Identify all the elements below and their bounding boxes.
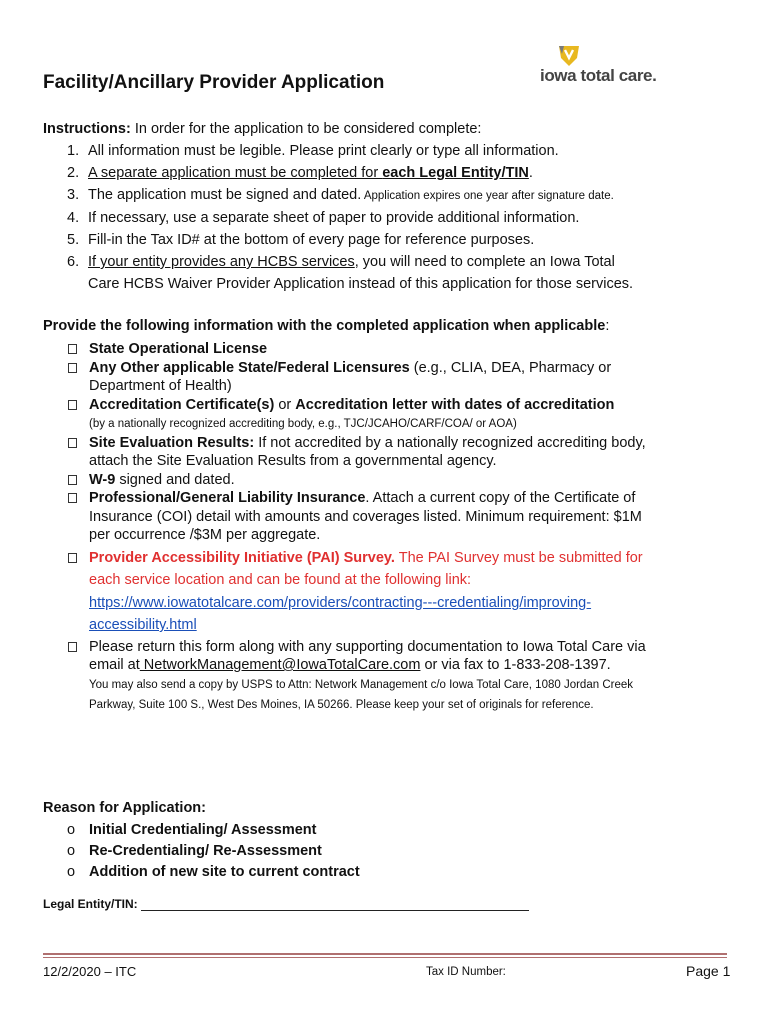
instructions-section: [43, 118, 633, 295]
checklist-item-return-form: Please return this form along with any supporting documentation to Iowa Total Care via email at NetworkManagement@IowaTotalCare.com or via fax to 1-833-208-1397. You may also send a copy by USPS to Attn: Network Management c/o Iowa Total Care, 1080 Jordan Creek Parkway, Suite 100 S., West Des Moines, IA 50266. Please keep your set of originals for reference.: [67, 638, 646, 715]
checkbox[interactable]: [68, 493, 77, 503]
footer-page-number: Page 1: [686, 963, 731, 979]
checklist-item-site-evaluation: Site Evaluation Results: If not accredited by a nationally recognized accrediting body, attach the Site Evaluation Results from a governmental agency.: [67, 434, 646, 471]
checkbox[interactable]: [68, 438, 77, 448]
reason-options: [67, 820, 360, 883]
reason-heading: Reason for Application:: [43, 800, 206, 816]
checkbox[interactable]: [68, 400, 77, 410]
legal-entity-label: Legal Entity/TIN:: [43, 897, 138, 911]
reason-option[interactable]: o Initial Credentialing/ Assessment: [67, 820, 360, 841]
footer-divider: [43, 957, 727, 958]
provide-heading: Provide the following information with the completed application when applicable:: [43, 318, 610, 334]
page-title: Facility/Ancillary Provider Application: [43, 72, 385, 93]
instructions-intro: In order for the application to be considered complete:: [130, 121, 482, 137]
legal-entity-field: [43, 897, 529, 911]
footer-date: 12/2/2020 – ITC: [43, 964, 137, 979]
instruction-item: 4. If necessary, use a separate sheet of paper to provide additional information.: [67, 210, 580, 226]
shield-logo-icon: [556, 44, 582, 68]
bullet-circle-icon: o: [67, 843, 76, 859]
checklist-item-accreditation: Accreditation Certificate(s) or Accreditation letter with dates of accreditation (by a nationally recognized accrediting body, e.g., TJC/JCAHO/CARF/COA/ or AOA): [67, 396, 646, 434]
required-documents-checklist: [67, 340, 646, 715]
checklist-item-w9: W-9 signed and dated.: [67, 471, 646, 490]
instruction-item: 2. A separate application must be completed for each Legal Entity/TIN.: [67, 165, 533, 181]
checklist-item-other-licensures: Any Other applicable State/Federal Licensures (e.g., CLIA, DEA, Pharmacy or Department of Health): [67, 359, 646, 396]
instruction-item: 1. All information must be legible. Please print clearly or type all information.: [67, 143, 559, 159]
logo-wordmark: iowa total care.: [540, 66, 657, 85]
checkbox[interactable]: [68, 363, 77, 373]
instructions-label: Instructions:: [43, 121, 131, 137]
iowa-total-care-logo: [540, 44, 670, 88]
checkbox[interactable]: [68, 475, 77, 485]
footer-tax-id-label: Tax ID Number:: [426, 966, 506, 978]
reason-option[interactable]: o Re-Credentialing/ Re-Assessment: [67, 841, 360, 862]
checklist-item-pai-survey: Provider Accessibility Initiative (PAI) Survey. The PAI Survey must be submitted for each service location and can be found at the following link: https://www.iowatotalcare.com/providers/contracting---credentialing/improving- accessibility.html: [67, 547, 646, 637]
network-management-email-link[interactable]: NetworkManagement@IowaTotalCare.com: [139, 657, 421, 673]
instruction-item: 5. Fill-in the Tax ID# at the bottom of every page for reference purposes.: [67, 232, 535, 248]
legal-entity-input-line[interactable]: [141, 898, 529, 911]
pai-survey-link[interactable]: https://www.iowatotalcare.com/providers/contracting---credentialing/improving- accessibility.html: [89, 594, 592, 633]
reason-option[interactable]: o Addition of new site to current contract: [67, 862, 360, 883]
footer-divider: [43, 953, 727, 955]
instruction-item: 3. The application must be signed and dated. Application expires one year after signature date.: [67, 187, 614, 203]
checkbox[interactable]: [68, 553, 77, 563]
instruction-item: 6. If your entity provides any HCBS services, you will need to complete an Iowa Total Care HCBS Waiver Provider Application instead of this application for those services.: [67, 254, 634, 292]
bullet-circle-icon: o: [67, 822, 76, 838]
checkbox[interactable]: [68, 642, 77, 652]
bullet-circle-icon: o: [67, 864, 76, 880]
checkbox[interactable]: [68, 344, 77, 354]
checklist-item-liability-insurance: Professional/General Liability Insurance. Attach a current copy of the Certificate of Insurance (COI) detail with amounts and coverages listed. Minimum requirement: $1M per occurrence /$3M per aggregate.: [67, 489, 646, 545]
checklist-item-state-license: State Operational License: [67, 340, 646, 359]
